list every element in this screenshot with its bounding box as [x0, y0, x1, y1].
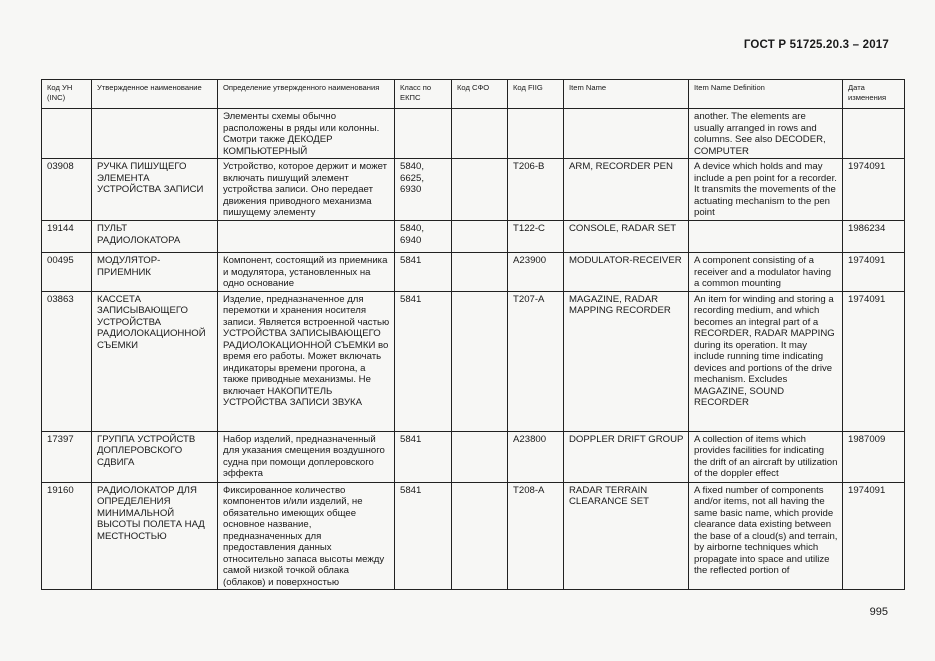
cell-date: 1987009 [843, 431, 905, 482]
cell-item-definition: A fixed number of components and/or items, not all having the same basic name, which provide clearance data existing between the base of a cloud(s) and terrain, by airborne techniques which propagate into space and utilize the reflected portion of [689, 482, 843, 590]
cell-inc: 17397 [42, 431, 92, 482]
cell-sfo [452, 253, 508, 292]
cell-definition-ru: Устройство, которое держит и может включать пишущий элемент устройства записи. Оно передает движения приводного механизма пишущему элементу [218, 159, 395, 221]
cell-fiig: A23800 [508, 431, 564, 482]
cell-ekps: 5841 [395, 291, 452, 431]
cell-item-name [564, 109, 689, 159]
cell-ekps: 5840, 6625, 6930 [395, 159, 452, 221]
column-header-item-name: Item Name [564, 80, 689, 109]
cell-ekps: 5840, 6940 [395, 221, 452, 253]
cell-definition-ru: Компонент, состоящий из приемника и модулятора, установленных на одно основание [218, 253, 395, 292]
cell-item-definition [689, 221, 843, 253]
document-code: ГОСТ Р 51725.20.3 – 2017 [743, 39, 889, 51]
cell-date: 1974091 [843, 482, 905, 590]
cell-inc: 03908 [42, 159, 92, 221]
cell-ekps: 5841 [395, 253, 452, 292]
column-header-date: Дата изменения [843, 80, 905, 109]
cell-definition-ru: Набор изделий, предназначенный для указания смещения воздушного судна при помощи доплеровского эффекта [218, 431, 395, 482]
page-number: 995 [869, 606, 888, 618]
cell-inc: 19160 [42, 482, 92, 590]
cell-ekps: 5841 [395, 431, 452, 482]
cell-definition-ru [218, 221, 395, 253]
cell-name-ru: КАССЕТА ЗАПИСЫВАЮЩЕГО УСТРОЙСТВА РАДИОЛОКАЦИОННОЙ СЪЕМКИ [92, 291, 218, 431]
cell-sfo [452, 482, 508, 590]
cell-sfo [452, 109, 508, 159]
cell-name-ru [92, 109, 218, 159]
column-header-inc: Код УН (INC) [42, 80, 92, 109]
cell-name-ru: ПУЛЬТ РАДИОЛОКАТОРА [92, 221, 218, 253]
column-header-ekps: Класс по ЕКПС [395, 80, 452, 109]
cell-inc: 19144 [42, 221, 92, 253]
cell-sfo [452, 431, 508, 482]
cell-name-ru: ГРУППА УСТРОЙСТВ ДОПЛЕРОВСКОГО СДВИГА [92, 431, 218, 482]
cell-item-definition: An item for winding and storing a recording medium, and which becomes an integral part of a RECORDER, RADAR MAPPING during its operation. It may include running time indicating devices and portions of the drive mechanism. Excludes MAGAZINE, SOUND RECORDER [689, 291, 843, 431]
cell-item-name: CONSOLE, RADAR SET [564, 221, 689, 253]
cell-item-name: MODULATOR-RECEIVER [564, 253, 689, 292]
cell-ekps: 5841 [395, 482, 452, 590]
column-header-item-definition: Item Name Definition [689, 80, 843, 109]
cell-sfo [452, 221, 508, 253]
cell-name-ru: РУЧКА ПИШУЩЕГО ЭЛЕМЕНТА УСТРОЙСТВА ЗАПИСИ [92, 159, 218, 221]
cell-inc: 03863 [42, 291, 92, 431]
cell-date: 1974091 [843, 253, 905, 292]
table-row [42, 221, 905, 253]
cell-ekps [395, 109, 452, 159]
cell-name-ru: МОДУЛЯТОР-ПРИЕМНИК [92, 253, 218, 292]
cell-item-definition: another. The elements are usually arranged in rows and columns. See also DECODER, COMPUTER [689, 109, 843, 159]
table-row [42, 253, 905, 292]
cell-item-definition: A collection of items which provides facilities for indicating the drift of an aircraft by utilization of the doppler effect [689, 431, 843, 482]
column-header-definition-ru: Определение утвержденного наименования [218, 80, 395, 109]
cell-date: 1974091 [843, 159, 905, 221]
table-row [42, 159, 905, 221]
table-row [42, 482, 905, 590]
cell-sfo [452, 291, 508, 431]
table-row [42, 291, 905, 431]
cell-definition-ru: Фиксированное количество компонентов и/или изделий, не обязательно имеющих общее основное название, предназначенных для предоставления данных относительно запаса высоты между самой низкой точкой облака (облаков) и поверхностью [218, 482, 395, 590]
cell-definition-ru: Элементы схемы обычно расположены в ряды или колонны. Смотри также ДЕКОДЕР КОМПЬЮТЕРНЫЙ [218, 109, 395, 159]
cell-fiig [508, 109, 564, 159]
cell-fiig: A23900 [508, 253, 564, 292]
column-header-fiig: Код FIIG [508, 80, 564, 109]
nomenclature-table [41, 79, 905, 590]
cell-date: 1974091 [843, 291, 905, 431]
cell-name-ru: РАДИОЛОКАТОР ДЛЯ ОПРЕДЕЛЕНИЯ МИНИМАЛЬНОЙ ВЫСОТЫ ПОЛЕТА НАД МЕСТНОСТЬЮ [92, 482, 218, 590]
cell-inc [42, 109, 92, 159]
cell-item-name: RADAR TERRAIN CLEARANCE SET [564, 482, 689, 590]
cell-inc: 00495 [42, 253, 92, 292]
table-header-row [42, 80, 905, 109]
column-header-name-ru: Утвержденное наименование [92, 80, 218, 109]
cell-fiig: T208-A [508, 482, 564, 590]
column-header-sfo: Код СФО [452, 80, 508, 109]
cell-date [843, 109, 905, 159]
table-row [42, 109, 905, 159]
cell-item-name: DOPPLER DRIFT GROUP [564, 431, 689, 482]
cell-fiig: T206-B [508, 159, 564, 221]
cell-fiig: T122-C [508, 221, 564, 253]
cell-item-name: MAGAZINE, RADAR MAPPING RECORDER [564, 291, 689, 431]
cell-date: 1986234 [843, 221, 905, 253]
cell-item-definition: A component consisting of a receiver and a modulator having a common mounting [689, 253, 843, 292]
cell-definition-ru: Изделие, предназначенное для перемотки и хранения носителя записи. Является встроенной частью УСТРОЙСТВА ЗАПИСЫВАЮЩЕГО РАДИОЛОКАЦИОННОЙ СЪЕМКИ во время его работы. Может включать индикаторы времени прогона, а также приводные механизмы. Не включает НАКОПИТЕЛЬ УСТРОЙСТВА ЗАПИСИ ЗВУКА [218, 291, 395, 431]
cell-item-definition: A device which holds and may include a pen point for a recorder. It transmits the movements of the actuating mechanism to the pen point [689, 159, 843, 221]
table-row [42, 431, 905, 482]
cell-fiig: T207-A [508, 291, 564, 431]
cell-item-name: ARM, RECORDER PEN [564, 159, 689, 221]
cell-sfo [452, 159, 508, 221]
